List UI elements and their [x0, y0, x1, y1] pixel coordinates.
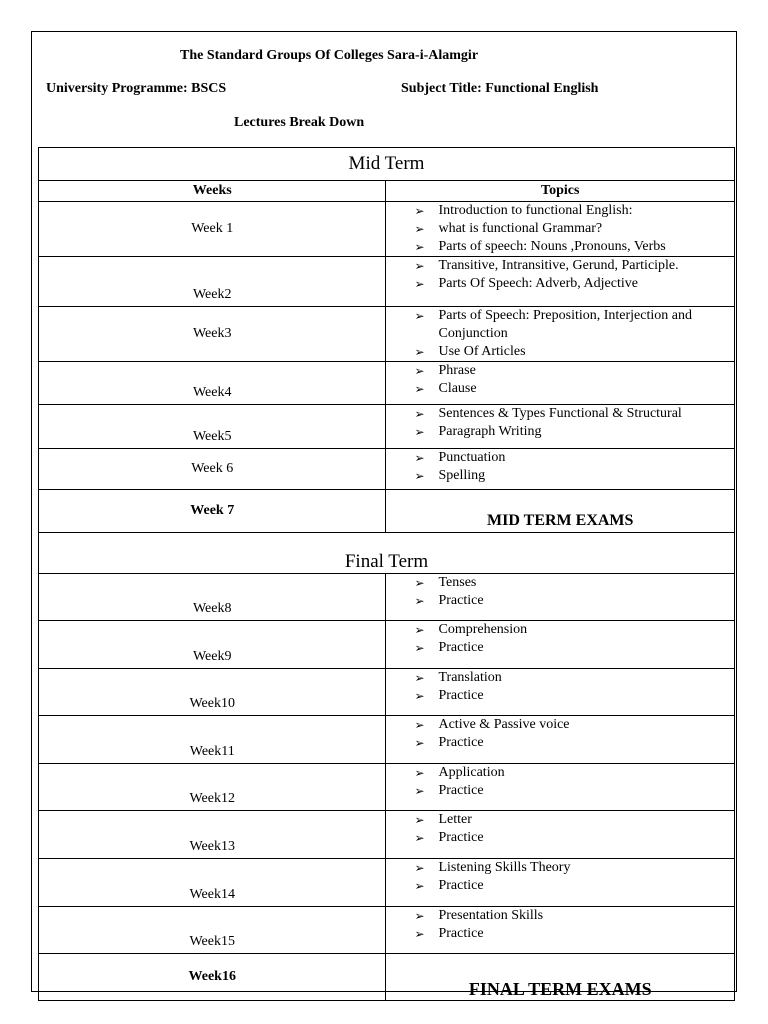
- topic-list: [386, 859, 734, 895]
- week-label: Week3: [39, 307, 386, 362]
- week-label: Week11: [39, 716, 386, 764]
- final-term-title: Final Term: [39, 533, 735, 574]
- topic-item: [414, 907, 732, 925]
- topic-item: [414, 220, 732, 238]
- week-label: Week 1: [39, 202, 386, 257]
- topic-item: [414, 423, 732, 441]
- topic-text: what is functional Grammar?: [438, 221, 603, 236]
- arrow-bullet-icon: ➢: [414, 240, 425, 254]
- arrow-bullet-icon: ➢: [414, 813, 425, 827]
- topics-cell: [386, 621, 735, 669]
- arrow-bullet-icon: ➢: [414, 718, 425, 732]
- topic-item: [414, 639, 732, 657]
- topic-text: Parts of Speech: Preposition, Interjection and Conjunction: [438, 308, 692, 341]
- topic-item: [414, 716, 732, 734]
- lectures-breakdown-label: Lectures Break Down: [234, 115, 365, 130]
- topic-list: [386, 449, 734, 485]
- topics-cell: [386, 257, 735, 307]
- topic-item: [414, 362, 732, 380]
- mid-term-exam-row: [39, 490, 735, 533]
- arrow-bullet-icon: ➢: [414, 623, 425, 637]
- arrow-bullet-icon: ➢: [414, 927, 425, 941]
- week-label: Week12: [39, 764, 386, 811]
- week-row: [39, 669, 735, 716]
- topic-list: [386, 716, 734, 752]
- topic-item: [414, 811, 732, 829]
- topic-item: [414, 405, 732, 423]
- arrow-bullet-icon: ➢: [414, 879, 425, 893]
- topic-item: [414, 257, 732, 275]
- topic-item: [414, 574, 732, 592]
- week-row: [39, 449, 735, 490]
- topic-item: [414, 592, 732, 610]
- week-row: [39, 257, 735, 307]
- arrow-bullet-icon: ➢: [414, 277, 425, 291]
- topic-item: [414, 687, 732, 705]
- topic-list: [386, 405, 734, 441]
- week-label: Week14: [39, 859, 386, 907]
- topic-text: Practice: [438, 830, 484, 845]
- week-row: [39, 811, 735, 859]
- arrow-bullet-icon: ➢: [414, 345, 425, 359]
- topic-item: [414, 859, 732, 877]
- topic-item: [414, 238, 732, 256]
- week-row: [39, 621, 735, 669]
- topic-list: [386, 307, 734, 361]
- arrow-bullet-icon: ➢: [414, 204, 425, 218]
- topics-cell: [386, 405, 735, 449]
- arrow-bullet-icon: ➢: [414, 861, 425, 875]
- arrow-bullet-icon: ➢: [414, 909, 425, 923]
- topics-cell: [386, 716, 735, 764]
- arrow-bullet-icon: ➢: [414, 469, 425, 483]
- week-row: [39, 907, 735, 954]
- week-label: Week9: [39, 621, 386, 669]
- week-label: Week15: [39, 907, 386, 954]
- arrow-bullet-icon: ➢: [414, 407, 425, 421]
- topic-list: [386, 257, 734, 293]
- mid-term-title-row: [39, 148, 735, 181]
- topic-text: Use Of Articles: [438, 344, 526, 359]
- college-title: The Standard Groups Of Colleges Sara-i-Alamgir: [180, 48, 479, 63]
- mid-term-exam-label: MID TERM EXAMS: [386, 490, 735, 533]
- topic-list: [386, 669, 734, 705]
- week-label: Week13: [39, 811, 386, 859]
- topic-text: Parts Of Speech: Adverb, Adjective: [438, 276, 638, 291]
- topic-text: Practice: [438, 878, 484, 893]
- topic-item: [414, 764, 732, 782]
- arrow-bullet-icon: ➢: [414, 451, 425, 465]
- topic-item: [414, 380, 732, 398]
- week-row: [39, 859, 735, 907]
- topic-item: [414, 782, 732, 800]
- topic-text: Application: [438, 765, 505, 780]
- topic-list: [386, 202, 734, 256]
- final-term-title-row: [39, 533, 735, 574]
- topic-text: Paragraph Writing: [438, 424, 542, 439]
- topic-item: [414, 275, 732, 293]
- topic-item: [414, 877, 732, 895]
- topic-text: Practice: [438, 688, 484, 703]
- topic-text: Active & Passive voice: [438, 717, 570, 732]
- arrow-bullet-icon: ➢: [414, 309, 425, 323]
- mid-term-title: Mid Term: [39, 148, 735, 181]
- topic-text: Translation: [438, 670, 502, 685]
- topic-text: Sentences & Types Functional & Structural: [438, 406, 682, 421]
- topic-list: [386, 811, 734, 847]
- arrow-bullet-icon: ➢: [414, 689, 425, 703]
- arrow-bullet-icon: ➢: [414, 784, 425, 798]
- programme-label: University Programme: BSCS: [46, 81, 227, 96]
- topics-cell: [386, 362, 735, 405]
- topics-cell: [386, 811, 735, 859]
- week-label: Week5: [39, 405, 386, 449]
- topic-text: Practice: [438, 926, 484, 941]
- topic-item: [414, 202, 732, 220]
- topic-item: [414, 734, 732, 752]
- weeks-column-header: Weeks: [39, 181, 386, 202]
- arrow-bullet-icon: ➢: [414, 766, 425, 780]
- topics-cell: [386, 307, 735, 362]
- topics-column-header: Topics: [386, 181, 735, 202]
- week-row: [39, 362, 735, 405]
- topic-text: Clause: [438, 381, 477, 396]
- topic-text: Presentation Skills: [438, 908, 544, 923]
- topic-text: Introduction to functional English:: [438, 203, 633, 218]
- week-row: [39, 307, 735, 362]
- topic-text: Practice: [438, 640, 484, 655]
- arrow-bullet-icon: ➢: [414, 641, 425, 655]
- topic-list: [386, 621, 734, 657]
- topic-list: [386, 764, 734, 800]
- topics-cell: [386, 669, 735, 716]
- topics-cell: [386, 764, 735, 811]
- topics-cell: [386, 449, 735, 490]
- week-row: [39, 764, 735, 811]
- arrow-bullet-icon: ➢: [414, 382, 425, 396]
- topic-text: Listening Skills Theory: [438, 860, 571, 875]
- week-label: Week8: [39, 574, 386, 621]
- topic-item: [414, 449, 732, 467]
- topic-text: Tenses: [438, 575, 477, 590]
- final-term-exam-row: [39, 954, 735, 1001]
- topics-cell: [386, 907, 735, 954]
- week-label: Week10: [39, 669, 386, 716]
- subject-title: Subject Title: Functional English: [401, 81, 599, 96]
- topic-text: Practice: [438, 593, 484, 608]
- topic-text: Parts of speech: Nouns ,Pronouns, Verbs: [438, 239, 666, 254]
- week-label: Week 6: [39, 449, 386, 490]
- arrow-bullet-icon: ➢: [414, 831, 425, 845]
- lectures-table: [38, 147, 735, 1001]
- arrow-bullet-icon: ➢: [414, 576, 425, 590]
- column-header-row: [39, 181, 735, 202]
- topic-item: [414, 307, 732, 343]
- topic-text: Punctuation: [438, 450, 506, 465]
- topic-item: [414, 343, 732, 361]
- week-label: Week2: [39, 257, 386, 307]
- topic-text: Phrase: [438, 363, 476, 378]
- topic-item: [414, 467, 732, 485]
- arrow-bullet-icon: ➢: [414, 594, 425, 608]
- arrow-bullet-icon: ➢: [414, 222, 425, 236]
- topic-text: Practice: [438, 783, 484, 798]
- exam-week-label: Week16: [39, 954, 386, 1001]
- topic-list: [386, 907, 734, 943]
- arrow-bullet-icon: ➢: [414, 671, 425, 685]
- week-row: [39, 574, 735, 621]
- arrow-bullet-icon: ➢: [414, 364, 425, 378]
- topic-item: [414, 669, 732, 687]
- topic-item: [414, 829, 732, 847]
- topic-item: [414, 925, 732, 943]
- topic-item: [414, 621, 732, 639]
- topic-list: [386, 362, 734, 398]
- week-label: Week4: [39, 362, 386, 405]
- exam-week-label: Week 7: [39, 490, 386, 533]
- topic-text: Letter: [438, 812, 472, 827]
- topics-cell: [386, 574, 735, 621]
- topic-text: Comprehension: [438, 622, 528, 637]
- topic-text: Practice: [438, 735, 484, 750]
- topic-text: Transitive, Intransitive, Gerund, Participle.: [438, 258, 679, 273]
- week-row: [39, 405, 735, 449]
- week-row: [39, 716, 735, 764]
- arrow-bullet-icon: ➢: [414, 425, 425, 439]
- topics-cell: [386, 202, 735, 257]
- final-term-exam-label: FINAL TERM EXAMS: [386, 954, 735, 1001]
- topics-cell: [386, 859, 735, 907]
- topic-text: Spelling: [438, 468, 486, 483]
- arrow-bullet-icon: ➢: [414, 259, 425, 273]
- arrow-bullet-icon: ➢: [414, 736, 425, 750]
- week-row: [39, 202, 735, 257]
- topic-list: [386, 574, 734, 610]
